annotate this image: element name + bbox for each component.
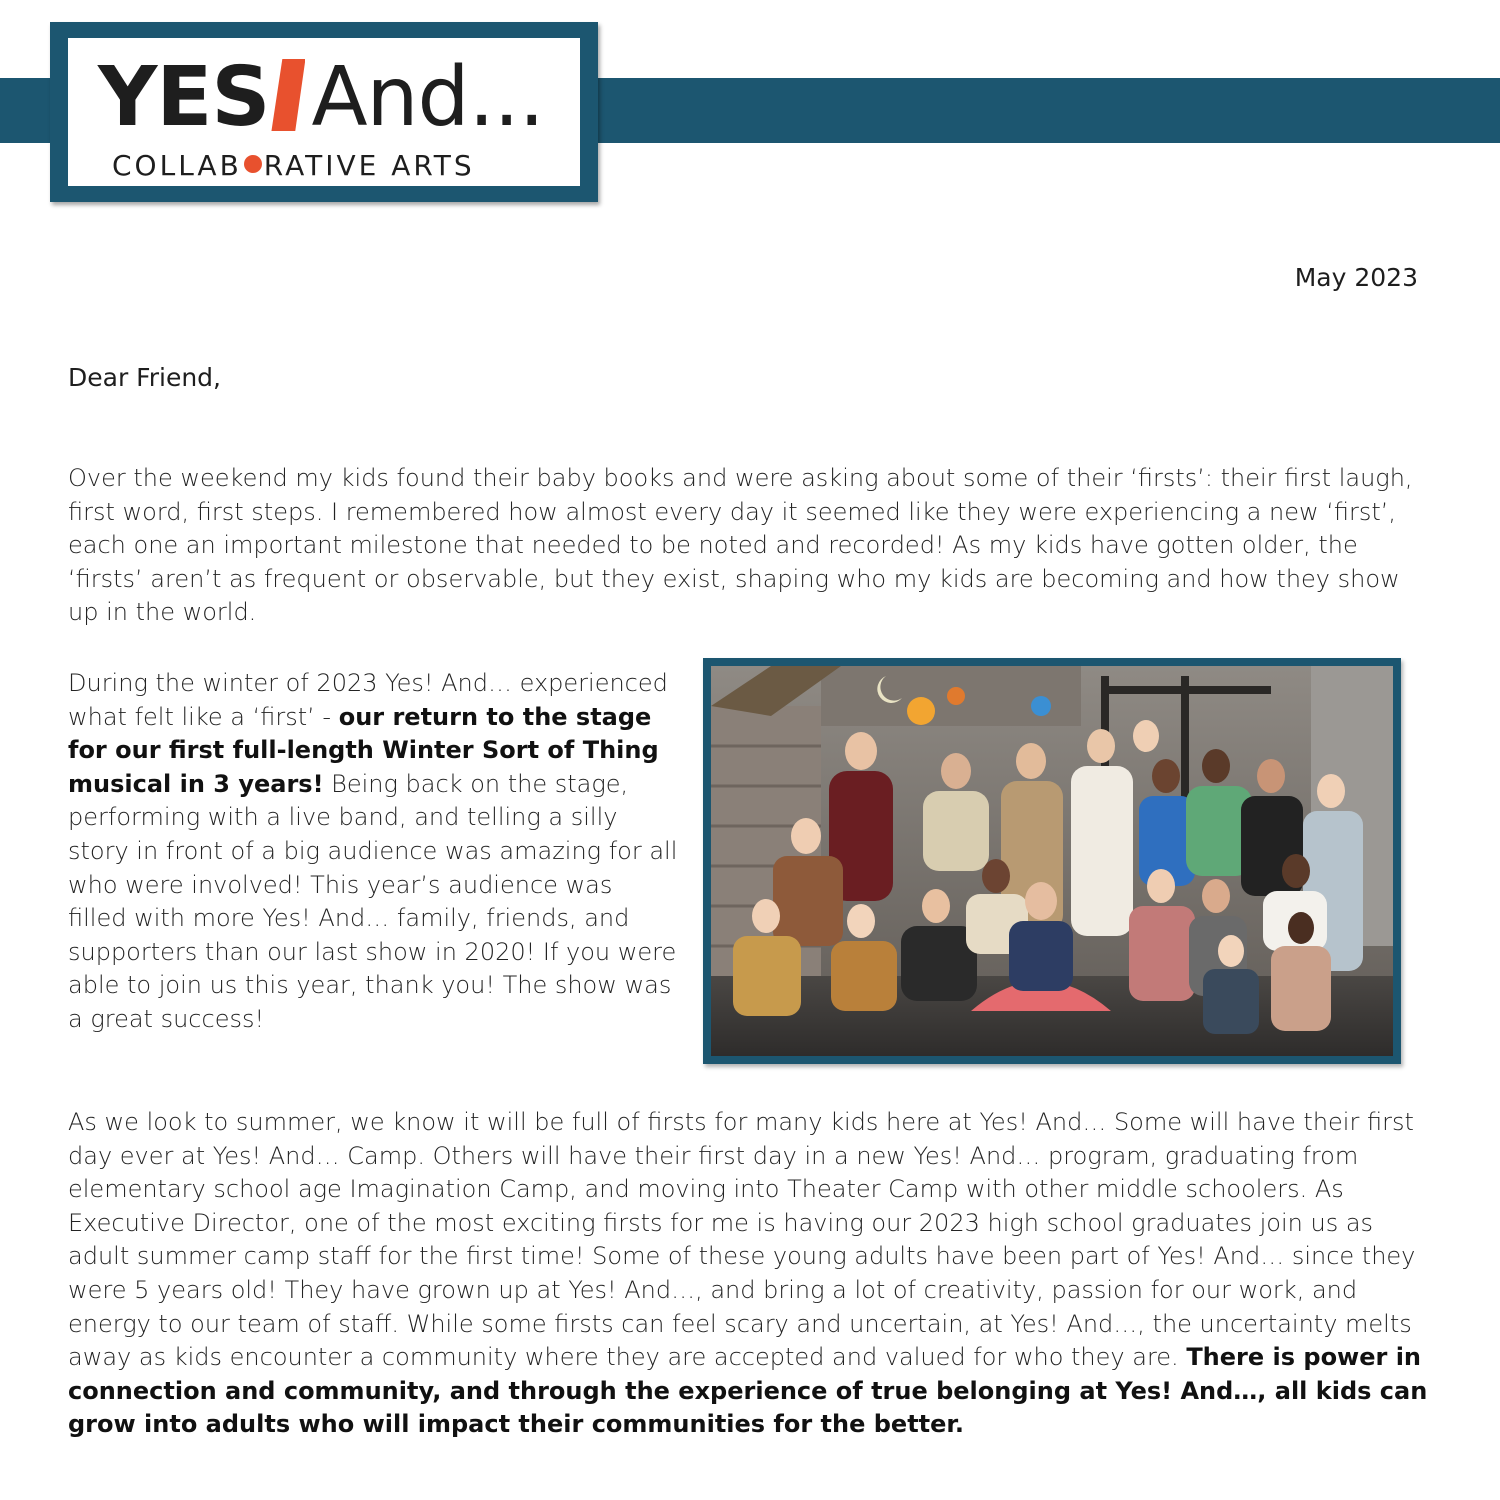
paragraph-3-start: As we look to summer, we know it will be full of firsts for many kids here at Yes! And… Some will have their first day ever at Yes! And… Camp. Others will have their first day in a new Yes! And… program, graduating from elementary school age Imagination Camp, and moving into Theater Camp with other middle schoolers. As Executive Director, one of the most exciting firsts for me is having our 2023 high school graduates join us as adult summer camp staff for the first time! Some of these young adults have been part of Yes! And… since they were 5 years old! They have grown up at Yes! And…, and bring a lot of creativity, passion for our work, and energy to our team of staff. While some firsts can feel scary and uncertain, at Yes! And…, the uncertainty melts away as kids encounter a community where they are accepted and valued for who they are. [68, 1108, 1416, 1372]
logo-tagline-part-1: COLLAB [112, 149, 242, 182]
logo-word-and: And... [311, 50, 544, 145]
logo-word-yes: YES [98, 50, 270, 145]
paragraph-3-bold: There is power in connection and community, and through the experience of true belonging at Yes! And…, all kids can grow into adults who will impact their communities for the better. [68, 1343, 1428, 1439]
logo-panel [68, 38, 580, 186]
letter-date: May 2023 [1294, 263, 1418, 292]
cast-photo [703, 658, 1401, 1064]
paragraph-2-bold: our return to the stage for our first full-length Winter Sort of Thing musical in 3 years! [68, 702, 659, 798]
exclamation-icon [271, 59, 305, 131]
logo-tagline-part-2: RATIVE ARTS [263, 149, 475, 182]
paragraph-2 [68, 667, 678, 1037]
paragraph-3 [68, 1106, 1430, 1442]
circle-icon [244, 155, 262, 173]
letter-greeting: Dear Friend, [68, 363, 222, 392]
paragraph-1: Over the weekend my kids found their baby books and were asking about some of their ‘firsts’: their first laugh, first word, first steps. I remembered how almost every day it seemed like they were experiencing a new ‘first’, each one an important milestone that needed to be noted and recorded! As my kids have gotten older, the ‘firsts’ aren’t as frequent or observable, but they exist, shaping who my kids are becoming and how they show up in the world. [68, 464, 1413, 627]
logo [50, 22, 598, 202]
paragraph-2-end: Being back on the stage, performing with a live band, and telling a silly story in front of a big audience was amazing for all who were involved! This year’s audience was filled with more Yes! And… family, friends, and supporters than our last show in 2020! If you were able to join us this year, thank you! The show was a great success! [68, 769, 678, 1033]
logo-tagline [112, 150, 475, 182]
logo-wordmark [98, 48, 544, 148]
cast-photo-image [711, 666, 1393, 1056]
paragraph-2-start: During the winter of 2023 Yes! And… experienced what felt like a ‘first’ - [68, 669, 668, 731]
